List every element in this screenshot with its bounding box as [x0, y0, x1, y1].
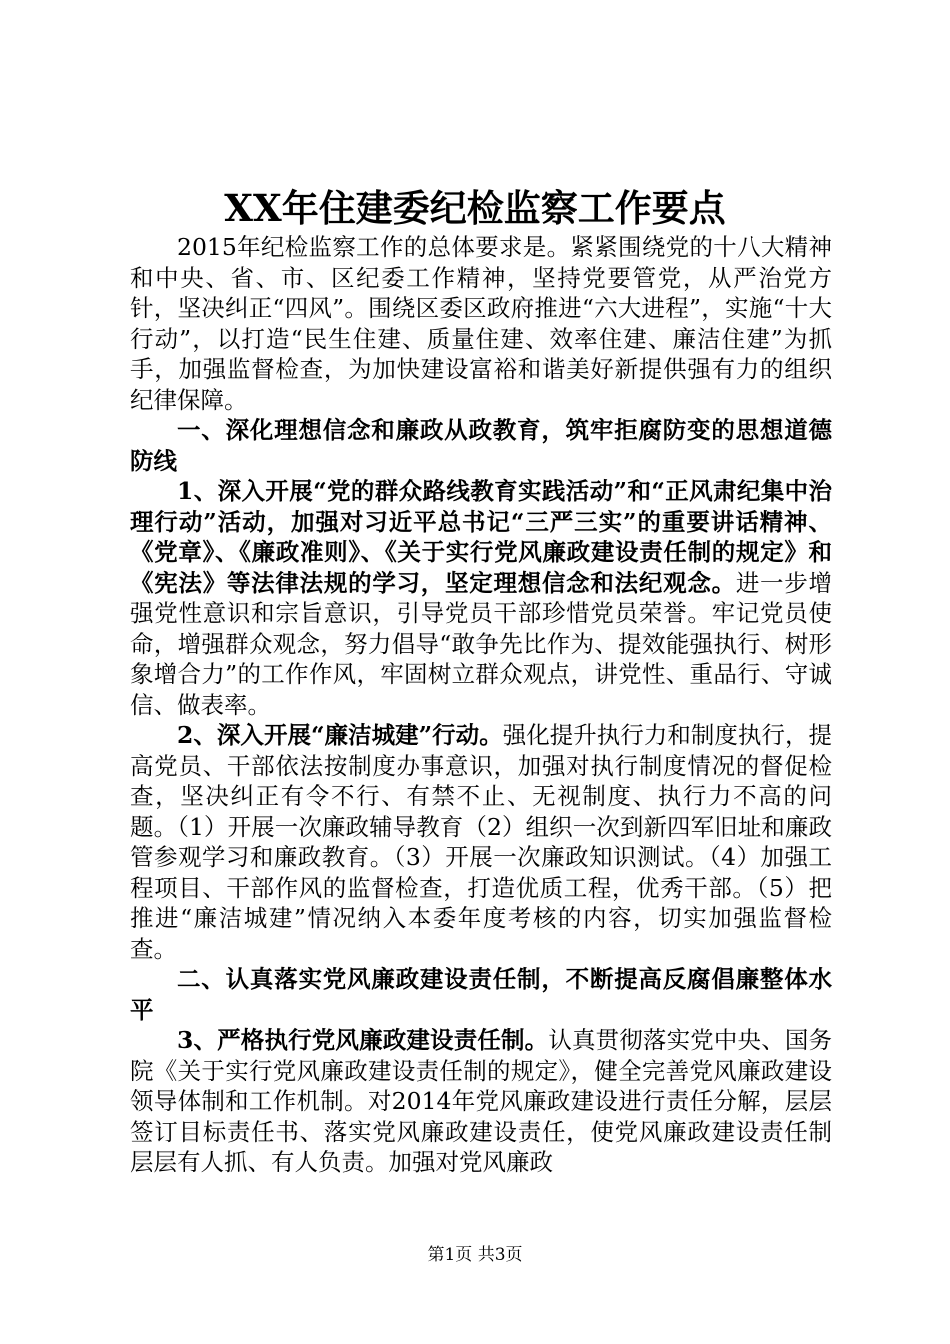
paragraph-text: 强化提升执行力和制度执行，提高党员、干部依法按制度办事意识，加强对执行制度情况的督促检查，坚决纠正有令不行、有禁不止、无视制度、执行力不高的问题。（1）开展一次廉政辅导教育（2）组织一次到新四军旧址和廉政管参观学习和廉政教育。（3）开展一次廉政知识测试。（4）加强工程项目、干部作风的监督检查，打造优质工程，优秀干部。（5）把推进“廉洁城建”情况纳入本委年度考核的内容，切实加强监督检查。: [130, 721, 833, 963]
document-title: XX年住建委纪检监察工作要点: [224, 186, 726, 230]
heading-text: 二、认真落实党风廉政建设责任制，不断提高反腐倡廉整体水平: [130, 965, 832, 1024]
paragraph-text: 认真贯彻落实党中央、国务院《关于实行党风廉政建设责任制的规定》，健全完善党风廉政建设领导体制和工作机制。对2014年党风廉政建设进行责任分解，层层签订目标责任书、落实党风廉政建设责任，使党风廉政建设责任制层层有人抓、有人负责。加强对党风廉政: [130, 1026, 832, 1176]
item-paragraph-2: [130, 720, 832, 964]
section-heading-2: [130, 964, 832, 1025]
item-lead: 2、深入开展“廉洁城建”行动。: [177, 721, 503, 749]
paragraph-text: 进一步增强党性意识和宗旨意识，引导党员干部珍惜党员荣誉。牢记党员使命，增强群众观念，努力倡导“敢争先比作为、提效能强执行、树形象增合力”的工作作风，牢固树立群众观点，讲党性、重品行、守诚信、做表率。: [130, 568, 833, 719]
page-footer: 第1页 共3页: [427, 1245, 523, 1265]
item-paragraph-3: [130, 1025, 832, 1178]
item-lead: 1、深入开展“党的群众路线教育实践活动”和“正风肃纪集中治理行动”活动，加强对习近平总书记“三严三实”的重要讲话精神、《党章》、《廉政准则》、《关于实行党风廉政建设责任制的规定》和《宪法》等法律法规的学习，坚定理想信念和法纪观念。: [130, 477, 832, 597]
paragraph-text: 2015年纪检监察工作的总体要求是。紧紧围绕党的十八大精神和中央、省、市、区纪委工作精神，坚持党要管党，从严治党方针，坚决纠正“四风”。围绕区委区政府推进“六大进程”，实施“十大行动”，以打造“民生住建、质量住建、效率住建、廉洁住建”为抓手，加强监督检查，为加快建设富裕和谐美好新提供强有力的组织纪律保障。: [130, 233, 832, 414]
document-body: [130, 232, 832, 1178]
item-lead: 3、严格执行党风廉政建设责任制。: [177, 1026, 549, 1054]
section-heading-1: [130, 415, 832, 476]
intro-paragraph: [130, 232, 832, 415]
item-paragraph-1: [130, 476, 832, 720]
heading-text: 一、深化理想信念和廉政从政教育，筑牢拒腐防变的思想道德防线: [130, 416, 832, 475]
